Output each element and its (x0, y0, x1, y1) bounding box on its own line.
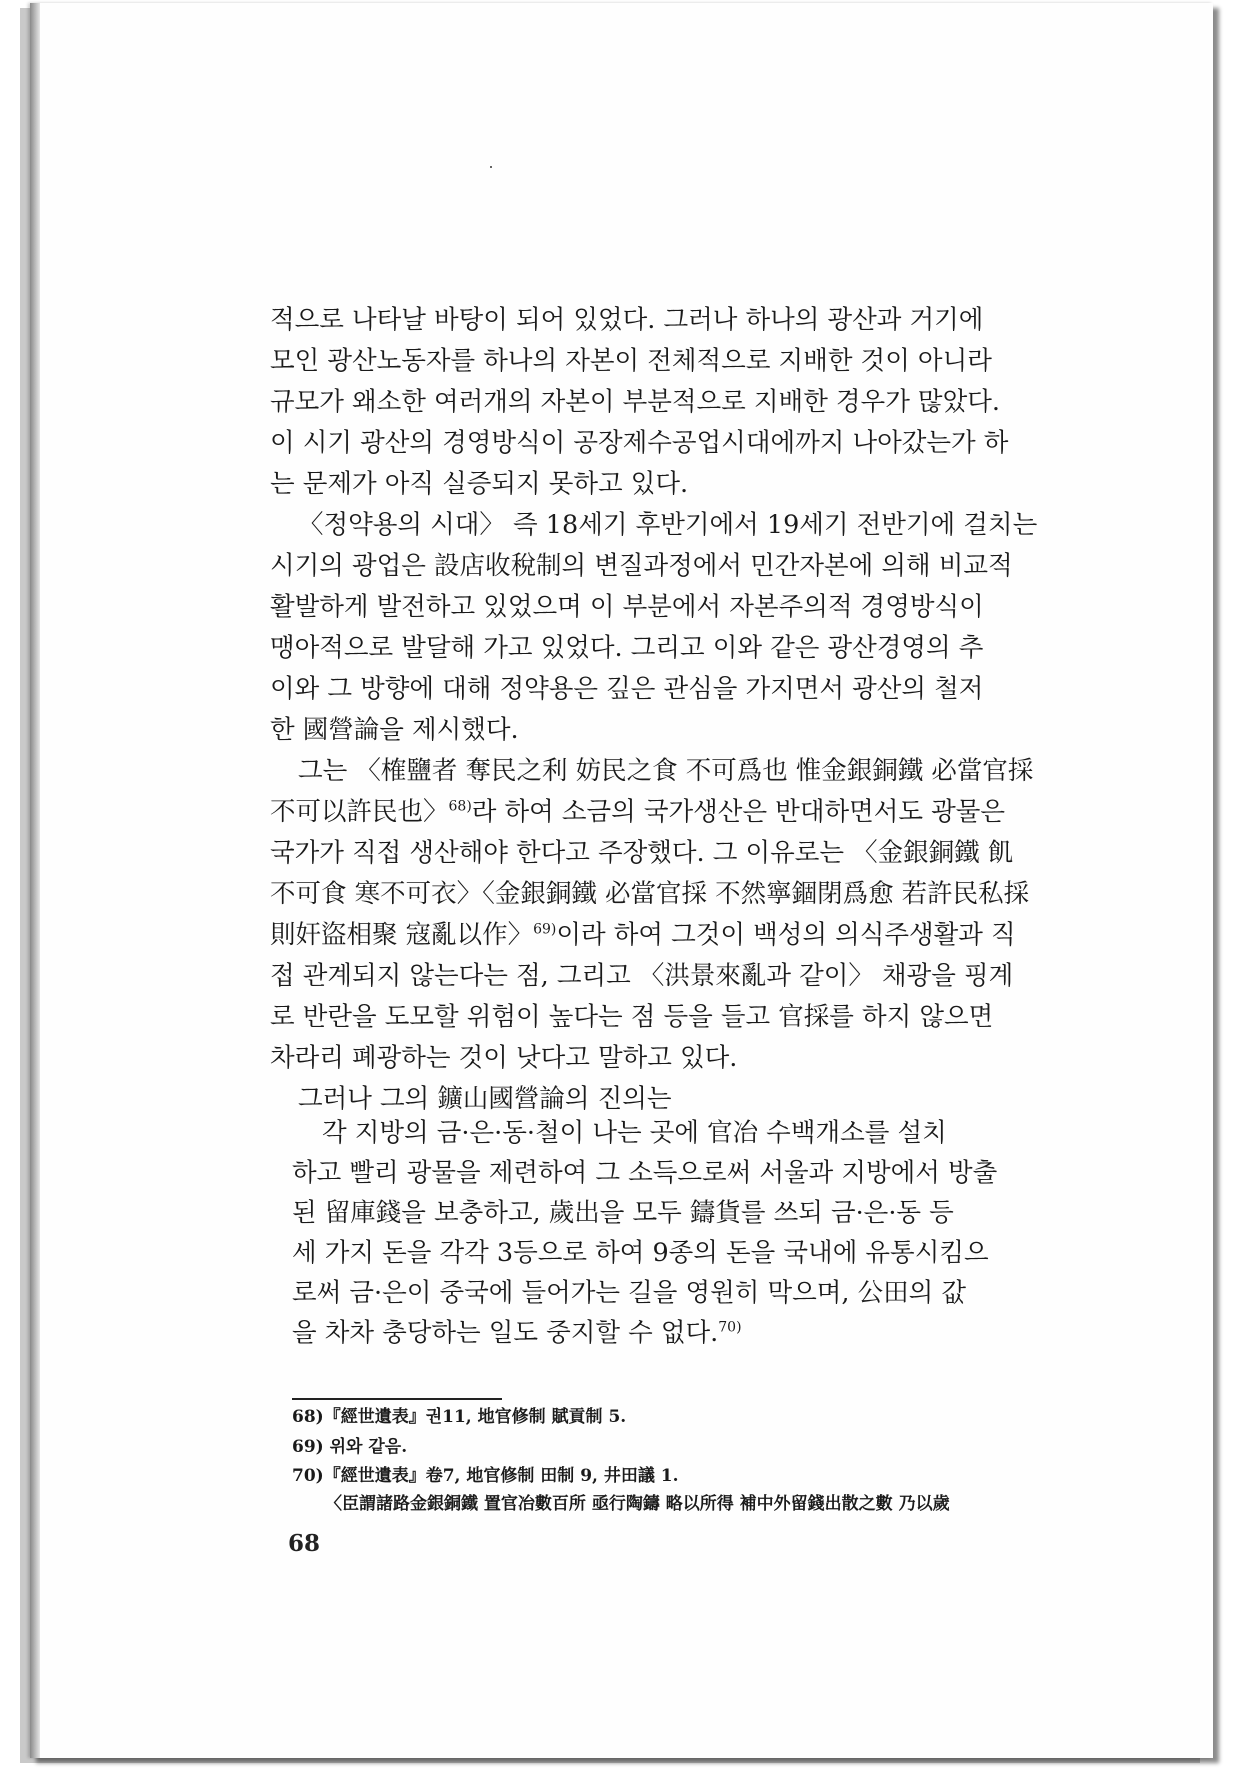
text-line: 차라리 폐광하는 것이 낫다고 말하고 있다. (270, 1043, 738, 1073)
paragraph-3 (270, 751, 1076, 1079)
text-line: 그러나 그의 鑛山國營論의 진의는 (298, 1084, 672, 1114)
quote-line: 하고 빨리 광물을 제련하여 그 소득으로써 서울과 지방에서 방출 (292, 1158, 998, 1188)
quote-line: 로써 금·은이 중국에 들어가는 길을 영원히 막으며, 公田의 값 (292, 1278, 966, 1308)
footnote-ref-70: 70) (718, 1319, 742, 1336)
text-line: 로 반란을 도모할 위험이 높다는 점 등을 들고 官採를 하지 않으면 (270, 1002, 994, 1032)
footnote-70: 70)『經世遺表』卷7, 地官修制 田制 9, 井田議 1. (292, 1466, 679, 1486)
text-line: 이와 그 방향에 대해 정약용은 깊은 관심을 가지면서 광산의 철저 (270, 674, 984, 704)
quote-line: 세 가지 돈을 각각 3등으로 하여 9종의 돈을 국내에 유통시킴으 (292, 1238, 989, 1268)
text-line: 則奸盜相聚 寇亂以作〉 (270, 920, 534, 950)
quote-line: 각 지방의 금·은·동·철이 나는 곳에 官冶 수백개소를 설치 (322, 1118, 947, 1148)
footnote-69: 69) 위와 같음. (292, 1437, 408, 1457)
text-line: 〈정약용의 시대〉 즉 18세기 후반기에서 19세기 전반기에 걸치는 (298, 510, 1038, 540)
text-line: 적으로 나타날 바탕이 되어 있었다. 그러나 하나의 광산과 거기에 (270, 305, 984, 335)
footnote-ref-69: 69) (533, 921, 557, 938)
text-line: 모인 광산노동자를 하나의 자본이 전체적으로 지배한 것이 아니라 (270, 346, 992, 376)
page-spine-shadow (30, 3, 40, 1758)
footnote-ref-68: 68) (448, 798, 472, 815)
text-line: 규모가 왜소한 여러개의 자본이 부분적으로 지배한 경우가 많았다. (270, 387, 1000, 417)
block-quote (292, 1113, 1076, 1353)
text-line: 한 國營論을 제시했다. (270, 715, 519, 745)
paragraph-1 (270, 300, 1076, 505)
quote-line: 을 차차 충당하는 일도 중지할 수 없다. (292, 1318, 719, 1348)
footnote-68: 68)『經世遺表』권11, 地官修制 賦貢制 5. (292, 1407, 627, 1427)
text-line: 不可食 寒不可衣〉〈金銀銅鐵 必當官採 不然寧錮閉爲愈 若許民私採 (270, 879, 1030, 909)
text-line: 맹아적으로 발달해 가고 있었다. 그리고 이와 같은 광산경영의 추 (270, 633, 984, 663)
text-line: 는 문제가 아직 실증되지 못하고 있다. (270, 469, 689, 499)
quote-line: 된 留庫錢을 보충하고, 歲出을 모두 鑄貨를 쓰되 금·은·동 등 (292, 1198, 954, 1228)
main-text (270, 300, 1076, 1120)
page-number: 68 (288, 1530, 321, 1557)
text-line: 不可以許民也〉 (270, 797, 449, 827)
paragraph-2 (270, 505, 1076, 751)
text-line: 그는 〈榷鹽者 奪民之利 妨民之食 不可爲也 惟金銀銅鐵 必當官採 (298, 756, 1034, 786)
quote-paragraph (292, 1113, 1076, 1353)
text-line: 활발하게 발전하고 있었으며 이 부분에서 자본주의적 경영방식이 (270, 592, 984, 622)
scan-speck (490, 166, 492, 168)
text-line: 접 관계되지 않는다는 점, 그리고 〈洪景來亂과 같이〉 채광을 핑계 (270, 961, 1014, 991)
text-line: 시기의 광업은 設店收稅制의 변질과정에서 민간자본에 의해 비교적 (270, 551, 1013, 581)
footnote-divider (292, 1398, 502, 1400)
text-line: 국가가 직접 생산해야 한다고 주장했다. 그 이유로는 〈金銀銅鐵 飢 (270, 838, 1014, 868)
text-line: 라 하여 소금의 국가생산은 반대하면서도 광물은 (471, 797, 1005, 827)
text-line: 이 시기 광산의 경영방식이 공장제수공업시대에까지 나아갔는가 하 (270, 428, 1009, 458)
text-line: 이라 하여 그것이 백성의 의식주생활과 직 (556, 920, 1016, 950)
footnote-70-continuation: 〈臣謂諸路金銀銅鐵 置官冶數百所 亟行陶鑄 略以所得 補中外留錢出散之數 乃以歲 (325, 1494, 950, 1514)
